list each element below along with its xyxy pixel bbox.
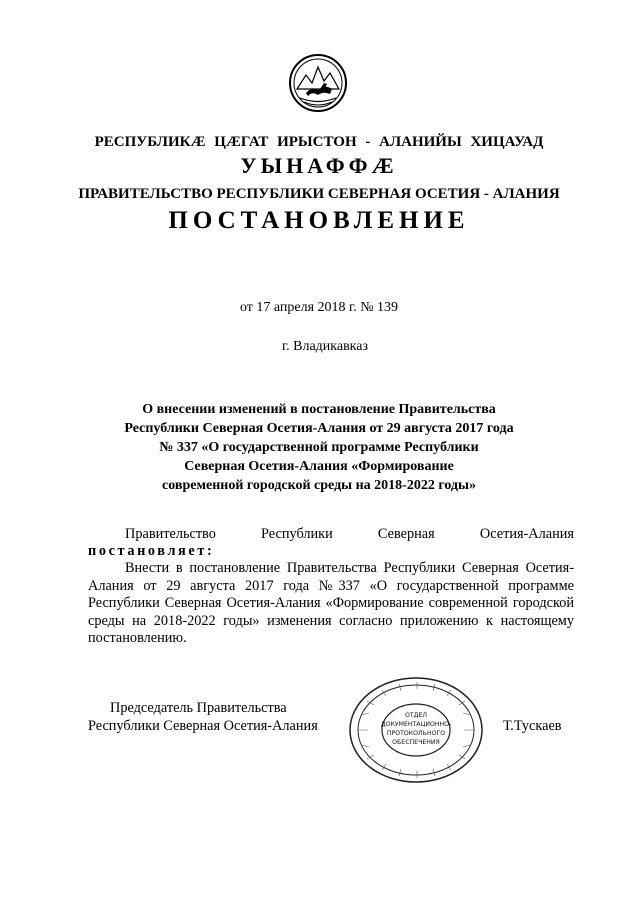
official-seal-icon: [347, 675, 485, 785]
subject-line: О внесении изменений в постановление Правительства: [142, 402, 496, 417]
resolution-preamble: Правительство Республики Северная Осетия-Алания: [125, 526, 574, 542]
resolves-word: постановляет:: [88, 543, 215, 559]
subject-line: Северная Осетия-Алания «Формирование: [184, 459, 454, 474]
position-line: Председатель Правительства: [110, 700, 287, 716]
subject-line: Республики Северная Осетия-Алания от 29 августа 2017 года: [124, 421, 514, 436]
svg-text:ПРОТОКОЛЬНОГО: ПРОТОКОЛЬНОГО: [386, 730, 446, 737]
russian-government-header: ПРАВИТЕЛЬСТВО РЕСПУБЛИКИ СЕВЕРНАЯ ОСЕТИЯ - АЛАНИЯ: [78, 186, 560, 202]
resolution-paragraph: Внести в постановление Правительства Республики Северная Осетия-Алания от 29 августа 2017 года №337 «О государственной программе Республики Северная Осетия-Алания «Формирование современной городской среды на 2018-2022 годы» изменения согласно приложению к настоящему постановлению.: [88, 560, 574, 646]
ossetian-republic-header: РЕСПУБЛИКӔ ЦӔГАТ ИРЫСТОН - АЛАНИЙЫ ХИЦАУАД: [94, 134, 544, 150]
document-title: ПОСТАНОВЛЕНИЕ: [168, 207, 470, 234]
signatory-position: [88, 700, 318, 735]
subject-line: № 337 «О государственной программе Республики: [159, 440, 479, 455]
document-subject: [90, 400, 548, 495]
signatory-name: Т.Тускаев: [503, 718, 562, 734]
city-line: г. Владикавказ: [281, 339, 369, 354]
svg-text:ОТДЕЛ: ОТДЕЛ: [404, 712, 428, 719]
svg-text:ОБЕСПЕЧЕНИЯ: ОБЕСПЕЧЕНИЯ: [392, 739, 440, 746]
date-number-line: от 17 апреля 2018 г. № 139: [239, 300, 399, 315]
subject-line: современной городской среды на 2018-2022 годы»: [162, 478, 476, 493]
svg-text:ДОКУМЕНТАЦИОННО-: ДОКУМЕНТАЦИОННО-: [380, 721, 452, 728]
coat-of-arms-icon: [288, 53, 348, 113]
ossetian-document-title: УЫНАФФӔ: [240, 153, 398, 178]
position-line: Республики Северная Осетия-Алания: [88, 717, 318, 734]
